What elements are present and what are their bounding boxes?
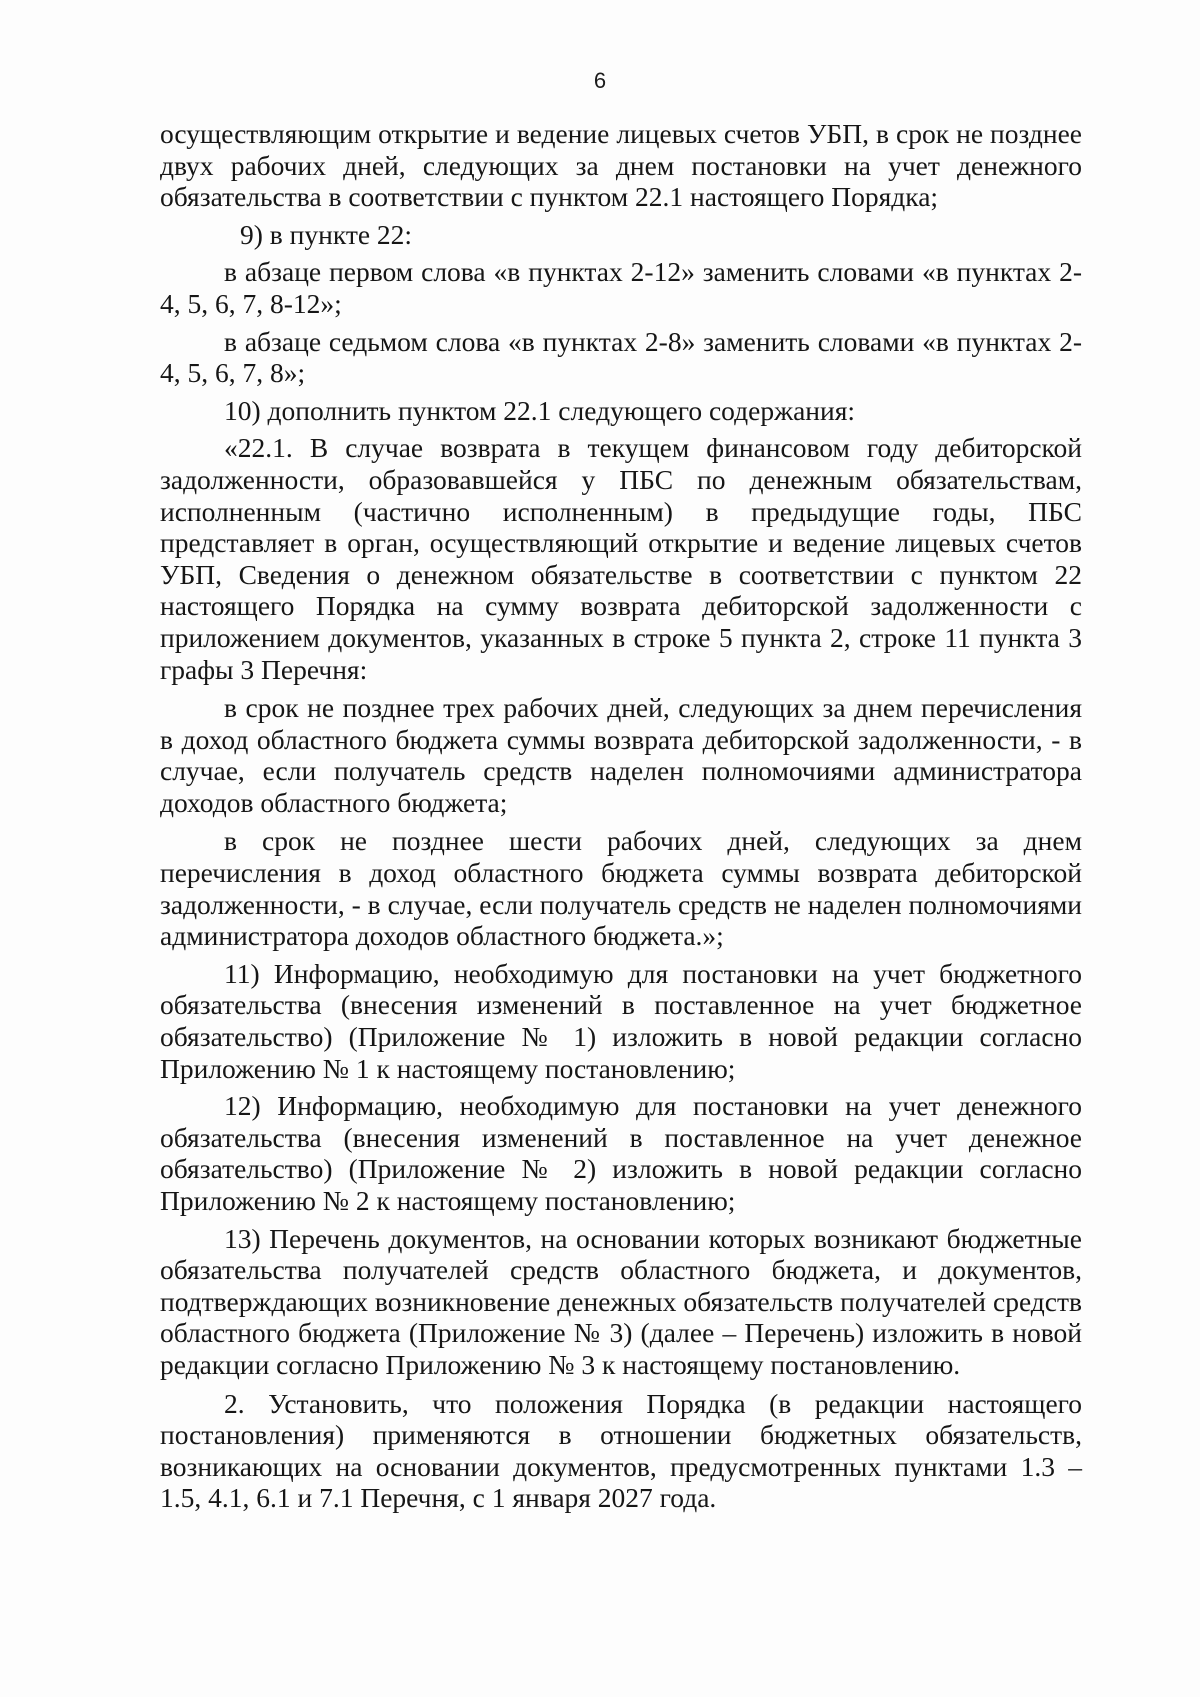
paragraph-term-six-days: в срок не позднее шести рабочих дней, следующих за днем перечисления в доход областного бюджета суммы возврата дебиторской задолженности, - в случае, если получатель средств не наделен полномочиями администратора доходов областного бюджета.»; xyxy=(160,825,1082,952)
paragraph-item-11: 11) Информацию, необходимую для постановки на учет бюджетного обязательства (внесения изменений в поставленное на учет бюджетное обязательство) (Приложение № 1) изложить в новой редакции согласно Приложению № 1 к настоящему постановлению; xyxy=(160,957,1082,1084)
paragraph-item-13: 13) Перечень документов, на основании которых возникают бюджетные обязательства получателей средств областного бюджета, и документов, подтверждающих возникновение денежных обязательств получателей средств областного бюджета (Приложение № 3) (далее – Перечень) изложить в новой редакции согласно Приложению № 3 к настоящему постановлению. xyxy=(160,1222,1082,1380)
paragraph-section-2: 2. Установить, что положения Порядка (в редакции настоящего постановления) применяются в отношении бюджетных обязательств, возникающих на основании документов, предусмотренных пунктами 1.3 – 1.5, 4.1, 6.1 и 7.1 Перечня, с 1 января 2027 года. xyxy=(160,1387,1082,1514)
paragraph-item-9: 9) в пункте 22: xyxy=(240,218,413,250)
document-body xyxy=(160,118,1082,1514)
page-number: 6 xyxy=(593,68,607,93)
paragraph-item-12: 12) Информацию, необходимую для постановки на учет денежного обязательства (внесения изменений в поставленное на учет денежное обязательство) (Приложение № 2) изложить в новой редакции согласно Приложению № 2 к настоящему постановлению; xyxy=(160,1090,1082,1216)
paragraph-clause-22-1: «22.1. В случае возврата в текущем финансовом году дебиторской задолженности, образовавшейся у ПБС по денежным обязательствам, исполненным (частично исполненным) в предыдущие годы, ПБС представляет в орган, осуществляющий открытие и ведение лицевых счетов УБП, Сведения о денежном обязательстве в соответствии с пунктом 22 настоящего Порядка на сумму возврата дебиторской задолженности с приложением документов, указанных в строке 5 пункта 2, строке 11 пункта 3 графы 3 Перечня: xyxy=(160,432,1082,685)
paragraph-item-10: 10) дополнить пунктом 22.1 следующего содержания: xyxy=(224,394,856,426)
paragraph-item-9-seventh: в абзаце седьмом слова «в пунктах 2-8» заменить словами «в пунктах 2-4, 5, 6, 7, 8»; xyxy=(160,325,1082,389)
paragraph-term-three-days: в срок не позднее трех рабочих дней, следующих за днем перечисления в доход областного бюджета суммы возврата дебиторской задолженности, - в случае, если получатель средств наделен полномочиями администратора доходов областного бюджета; xyxy=(160,692,1082,818)
paragraph-continuation: осуществляющим открытие и ведение лицевых счетов УБП, в срок не позднее двух рабочих дней, следующих за днем постановки на учет денежного обязательства в соответствии с пунктом 22.1 настоящего Порядка; xyxy=(160,118,1082,213)
paragraph-item-9-first: в абзаце первом слова «в пунктах 2-12» заменить словами «в пунктах 2-4, 5, 6, 7, 8-12»; xyxy=(160,256,1082,319)
